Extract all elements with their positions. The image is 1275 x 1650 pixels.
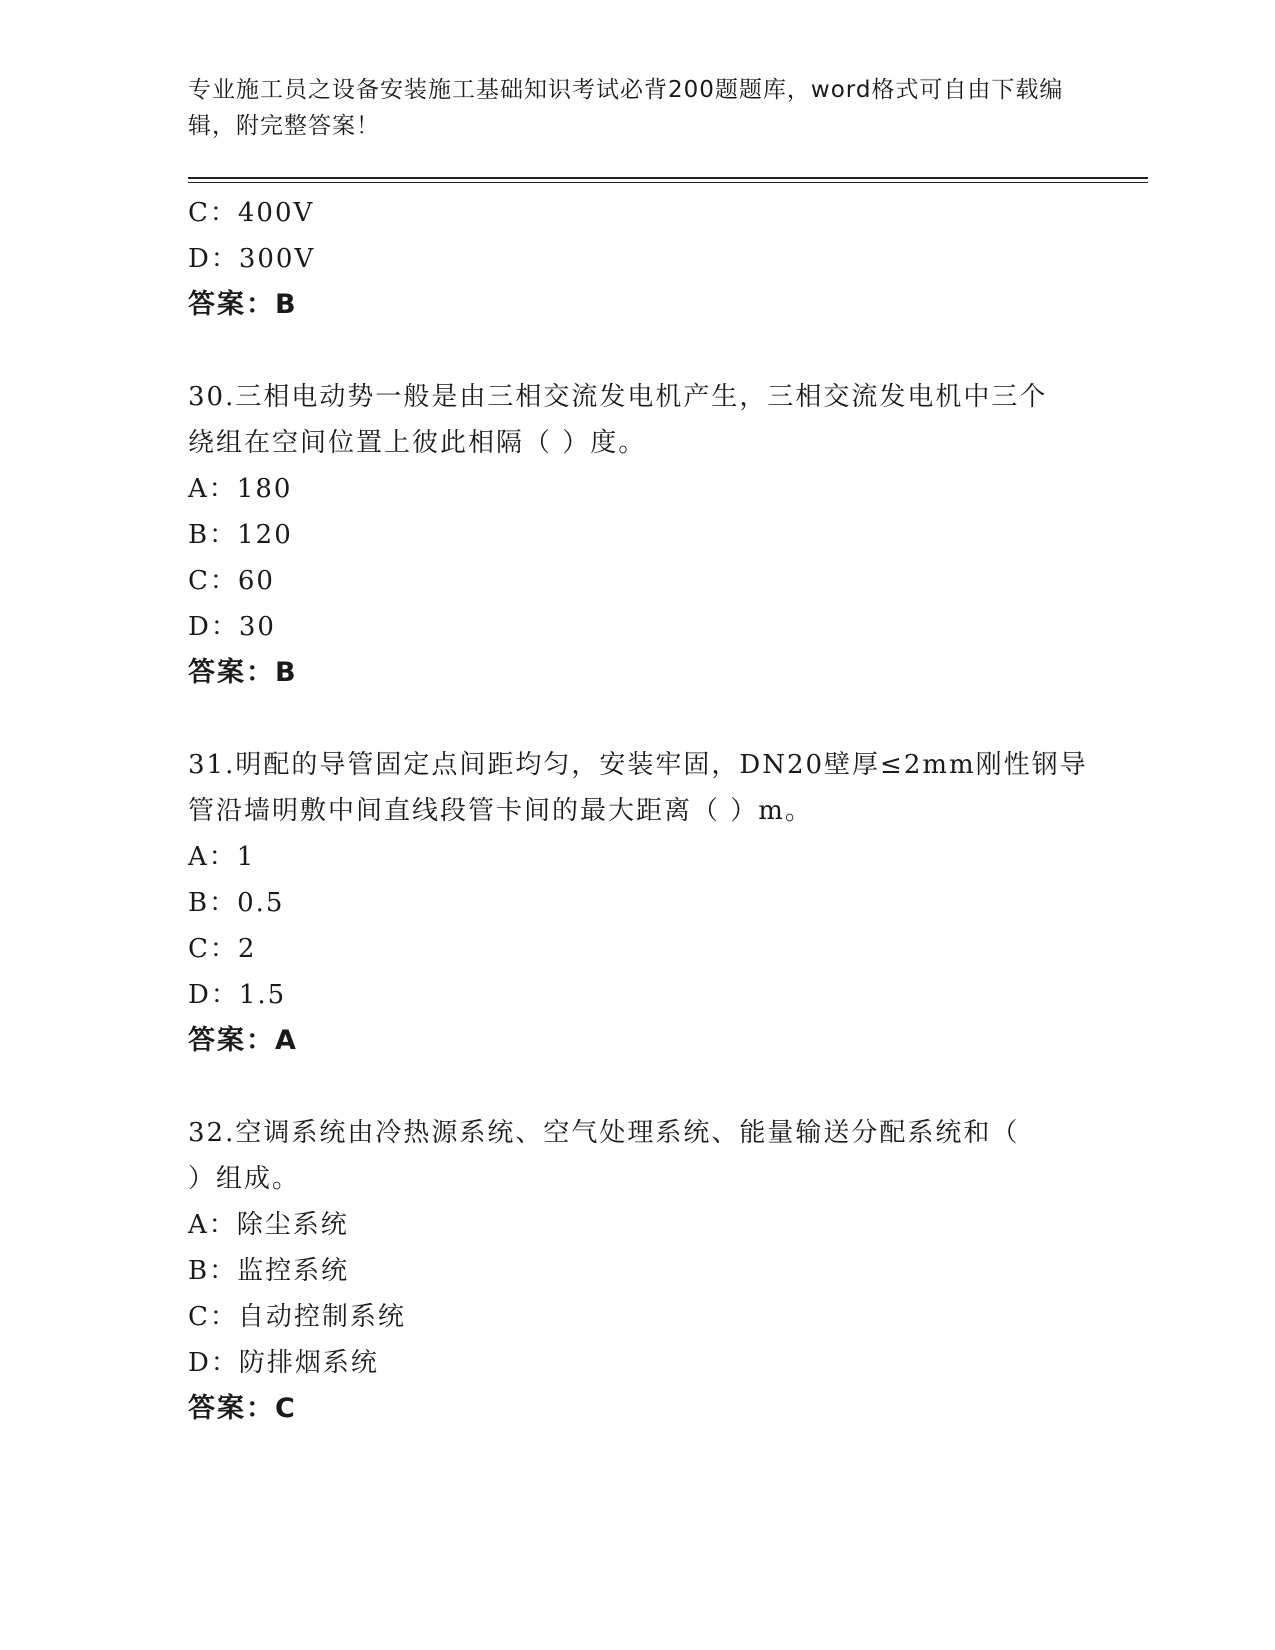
- option-d: D：30: [188, 612, 276, 642]
- option-d: D：1.5: [188, 980, 287, 1010]
- question-text-continued: 管沿墙明敷中间直线段管卡间的最大距离（ ）m。: [188, 796, 813, 826]
- option-a: A：180: [188, 474, 293, 504]
- question-text: 31.明配的导管固定点间距均匀，安装牢固，DN20壁厚≤2mm刚性钢导: [188, 750, 1088, 780]
- header-divider-thick: [188, 177, 1148, 179]
- header-divider-thin: [188, 182, 1148, 183]
- option-c: C：2: [188, 934, 257, 964]
- answer-line: 答案：B: [188, 289, 298, 320]
- question-32: [188, 1110, 1088, 1432]
- question-30: [188, 374, 1088, 696]
- option-b: B：监控系统: [188, 1256, 350, 1286]
- answer-line: 答案：C: [188, 1393, 297, 1424]
- option-a: A：除尘系统: [188, 1210, 349, 1240]
- option-b: B：120: [188, 520, 293, 550]
- question-text-continued: ）组成。: [188, 1164, 301, 1194]
- option-d: D：300V: [188, 244, 316, 274]
- page-header-title: 专业施工员之设备安装施工基础知识考试必背200题题库，word格式可自由下载编辑，附完整答案！: [188, 77, 1064, 139]
- question-content: [188, 190, 1088, 1432]
- previous-question-tail: [188, 190, 1088, 328]
- answer-line: 答案：B: [188, 657, 298, 688]
- option-b: B：0.5: [188, 888, 285, 918]
- option-a: A：1: [188, 842, 256, 872]
- option-c: C：自动控制系统: [188, 1302, 406, 1332]
- question-text-continued: 绕组在空间位置上彼此相隔（ ）度。: [188, 428, 647, 458]
- answer-line: 答案：A: [188, 1025, 298, 1056]
- option-d: D：防排烟系统: [188, 1348, 379, 1378]
- option-c: C：60: [188, 566, 275, 596]
- question-text: 32.空调系统由冷热源系统、空气处理系统、能量输送分配系统和（: [188, 1118, 1020, 1148]
- question-text: 30.三相电动势一般是由三相交流发电机产生，三相交流发电机中三个: [188, 382, 1048, 412]
- question-31: [188, 742, 1088, 1064]
- option-c: C：400V: [188, 198, 315, 228]
